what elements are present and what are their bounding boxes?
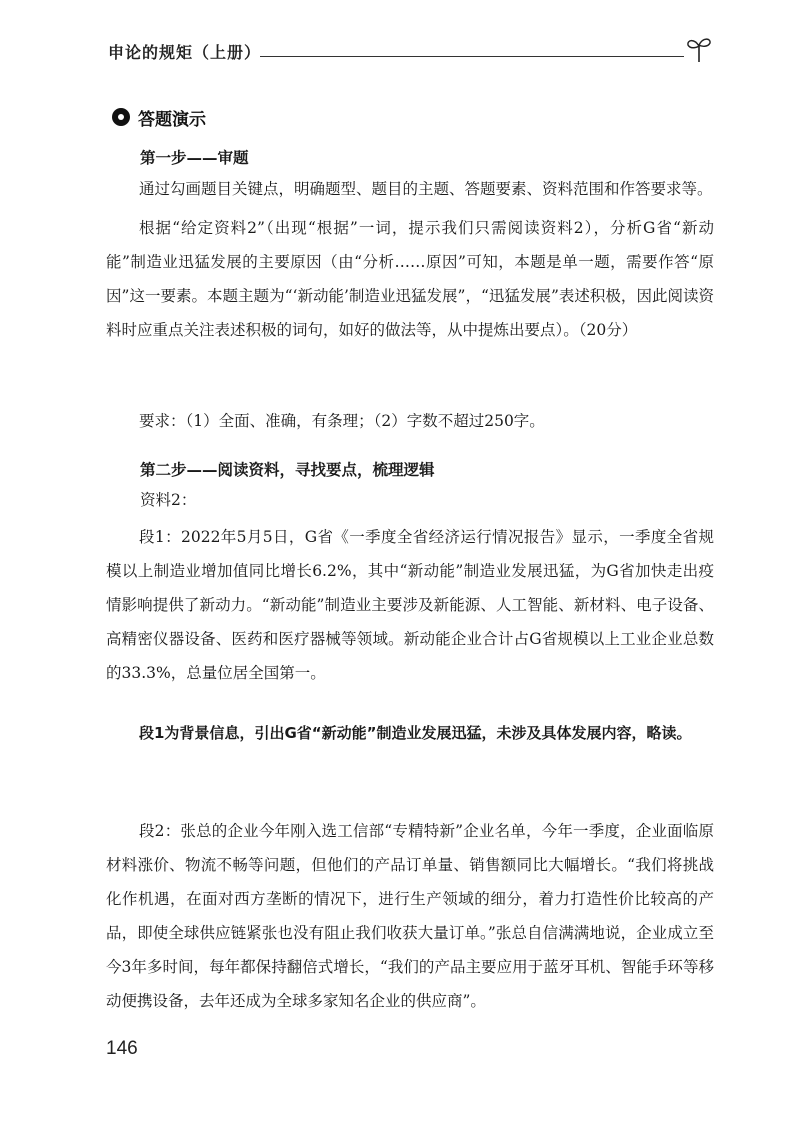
sprout-icon — [684, 34, 714, 64]
material-paragraph-2: 段2：张总的企业今年刚入选工信部“专精特新”企业名单，今年一季度，企业面临原材料涨价、物流不畅等问题，但他们的产品订单量、销售额同比大幅增长。“我们将挑战化作机遇，在面对西方垄断的情况下，进行生产领域的细分，着力打造性价比较高的产品，即使全球供应链紧张也没有阻止我们收获大量订单。”张总自信满满地说，企业成立至今3年多时间，每年都保持翻倍式增长，“我们的产品主要应用于蓝牙耳机、智能手环等移动便携设备，去年还成为全球多家知名企业的供应商”。 — [106, 822, 714, 1010]
header-title: 申论的规矩（上册） — [108, 43, 262, 62]
running-header — [108, 36, 714, 66]
bullet-icon — [112, 108, 130, 126]
section-heading — [112, 103, 206, 131]
header-rule — [260, 56, 684, 57]
step1-heading: 第一步——审题 — [140, 149, 249, 167]
section-title: 答题演示 — [138, 109, 206, 130]
paragraph-1-note: 段1为背景信息，引出G省“新动能”制造业发展迅猛，未涉及具体发展内容，略读。 — [139, 724, 692, 742]
page-number: 146 — [106, 1038, 138, 1059]
material-paragraph-1: 段1：2022年5月5日，G省《一季度全省经济运行情况报告》显示，一季度全省规模以上制造业增加值同比增长6.2%，其中“新动能”制造业发展迅猛，为G省加快走出疫情影响提供了新动力。“新动能”制造业主要涉及新能源、人工智能、新材料、电子设备、高精密仪器设备、医药和医疗器械等领域。新动能企业合计占G省规模以上工业企业总数的33.3%，总量位居全国第一。 — [106, 528, 714, 682]
step1-analysis: 根据“给定资料2”（出现“根据”一词，提示我们只需阅读资料2），分析G省“新动能”制造业迅猛发展的主要原因（由“分析……原因”可知，本题是单一题，需要作答“原因”这一要素。本题主题为“‘新动能’制造业迅猛发展”，“迅猛发展”表述积极，因此阅读资料时应重点关注表述积极的词句，如好的做法等，从中提炼出要点）。（20分） — [106, 219, 714, 339]
step2-heading: 第二步——阅读资料，寻找要点，梳理逻辑 — [140, 461, 435, 479]
step1-intro: 通过勾画题目关键点，明确题型、题目的主题、答题要素、资料范围和作答要求等。 — [139, 180, 713, 198]
material-label: 资料2： — [140, 491, 197, 509]
step1-requirement: 要求：（1）全面、准确，有条理；（2）字数不超过250字。 — [139, 412, 545, 430]
